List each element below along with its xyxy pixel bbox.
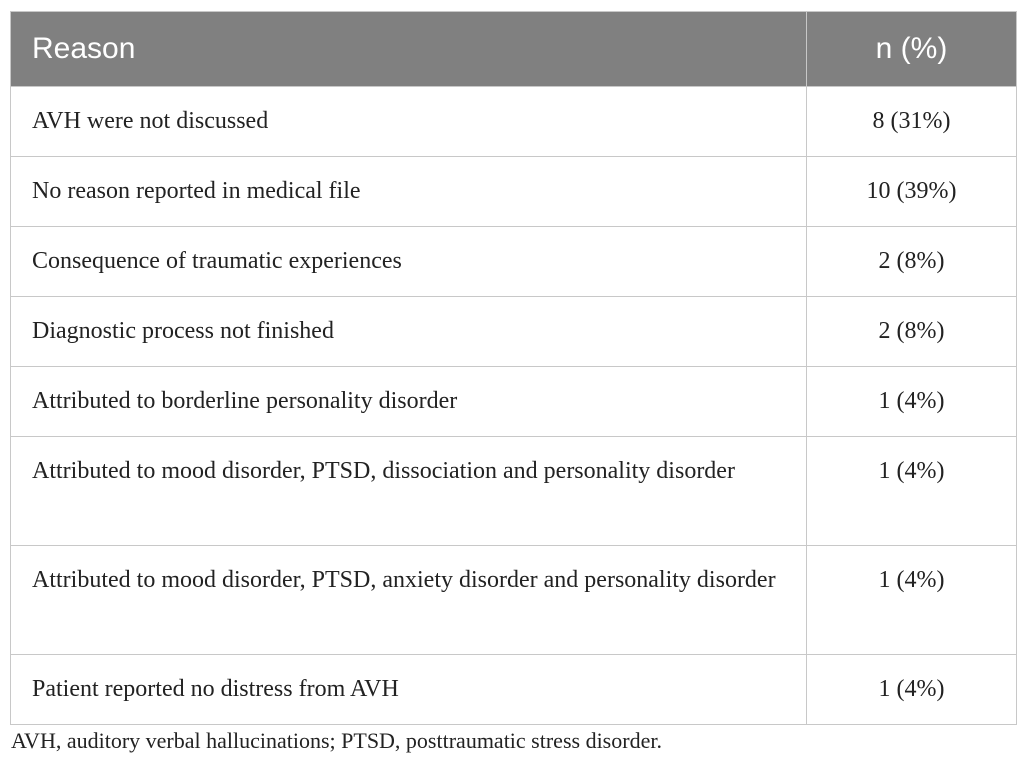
n-percent-cell: 10 (39%): [807, 157, 1017, 227]
table-header-row: [11, 12, 1017, 87]
reason-cell: Diagnostic process not finished: [11, 297, 807, 367]
n-percent-cell: 1 (4%): [807, 655, 1017, 725]
n-percent-cell: 1 (4%): [807, 367, 1017, 437]
table-row: [11, 297, 1017, 367]
n-percent-cell: 2 (8%): [807, 297, 1017, 367]
n-percent-cell: 8 (31%): [807, 87, 1017, 157]
table-row: [11, 437, 1017, 546]
table-row: [11, 546, 1017, 655]
table-row: [11, 655, 1017, 725]
reason-cell: Attributed to borderline personality disorder: [11, 367, 807, 437]
header-n-percent: n (%): [807, 12, 1017, 87]
n-percent-cell: 1 (4%): [807, 546, 1017, 655]
n-percent-cell: 2 (8%): [807, 227, 1017, 297]
header-reason: Reason: [11, 12, 807, 87]
reason-cell: Attributed to mood disorder, PTSD, dissociation and personality disorder: [11, 437, 807, 546]
reasons-table: [10, 11, 1017, 725]
reason-cell: Attributed to mood disorder, PTSD, anxiety disorder and personality disorder: [11, 546, 807, 655]
reason-cell: Consequence of traumatic experiences: [11, 227, 807, 297]
n-percent-cell: 1 (4%): [807, 437, 1017, 546]
table-row: [11, 87, 1017, 157]
table-row: [11, 157, 1017, 227]
reason-cell: Patient reported no distress from AVH: [11, 655, 807, 725]
reason-cell: No reason reported in medical file: [11, 157, 807, 227]
table-row: [11, 367, 1017, 437]
table-footnote: AVH, auditory verbal hallucinations; PTSD, posttraumatic stress disorder.: [11, 728, 662, 753]
reason-cell: AVH were not discussed: [11, 87, 807, 157]
table-row: [11, 227, 1017, 297]
